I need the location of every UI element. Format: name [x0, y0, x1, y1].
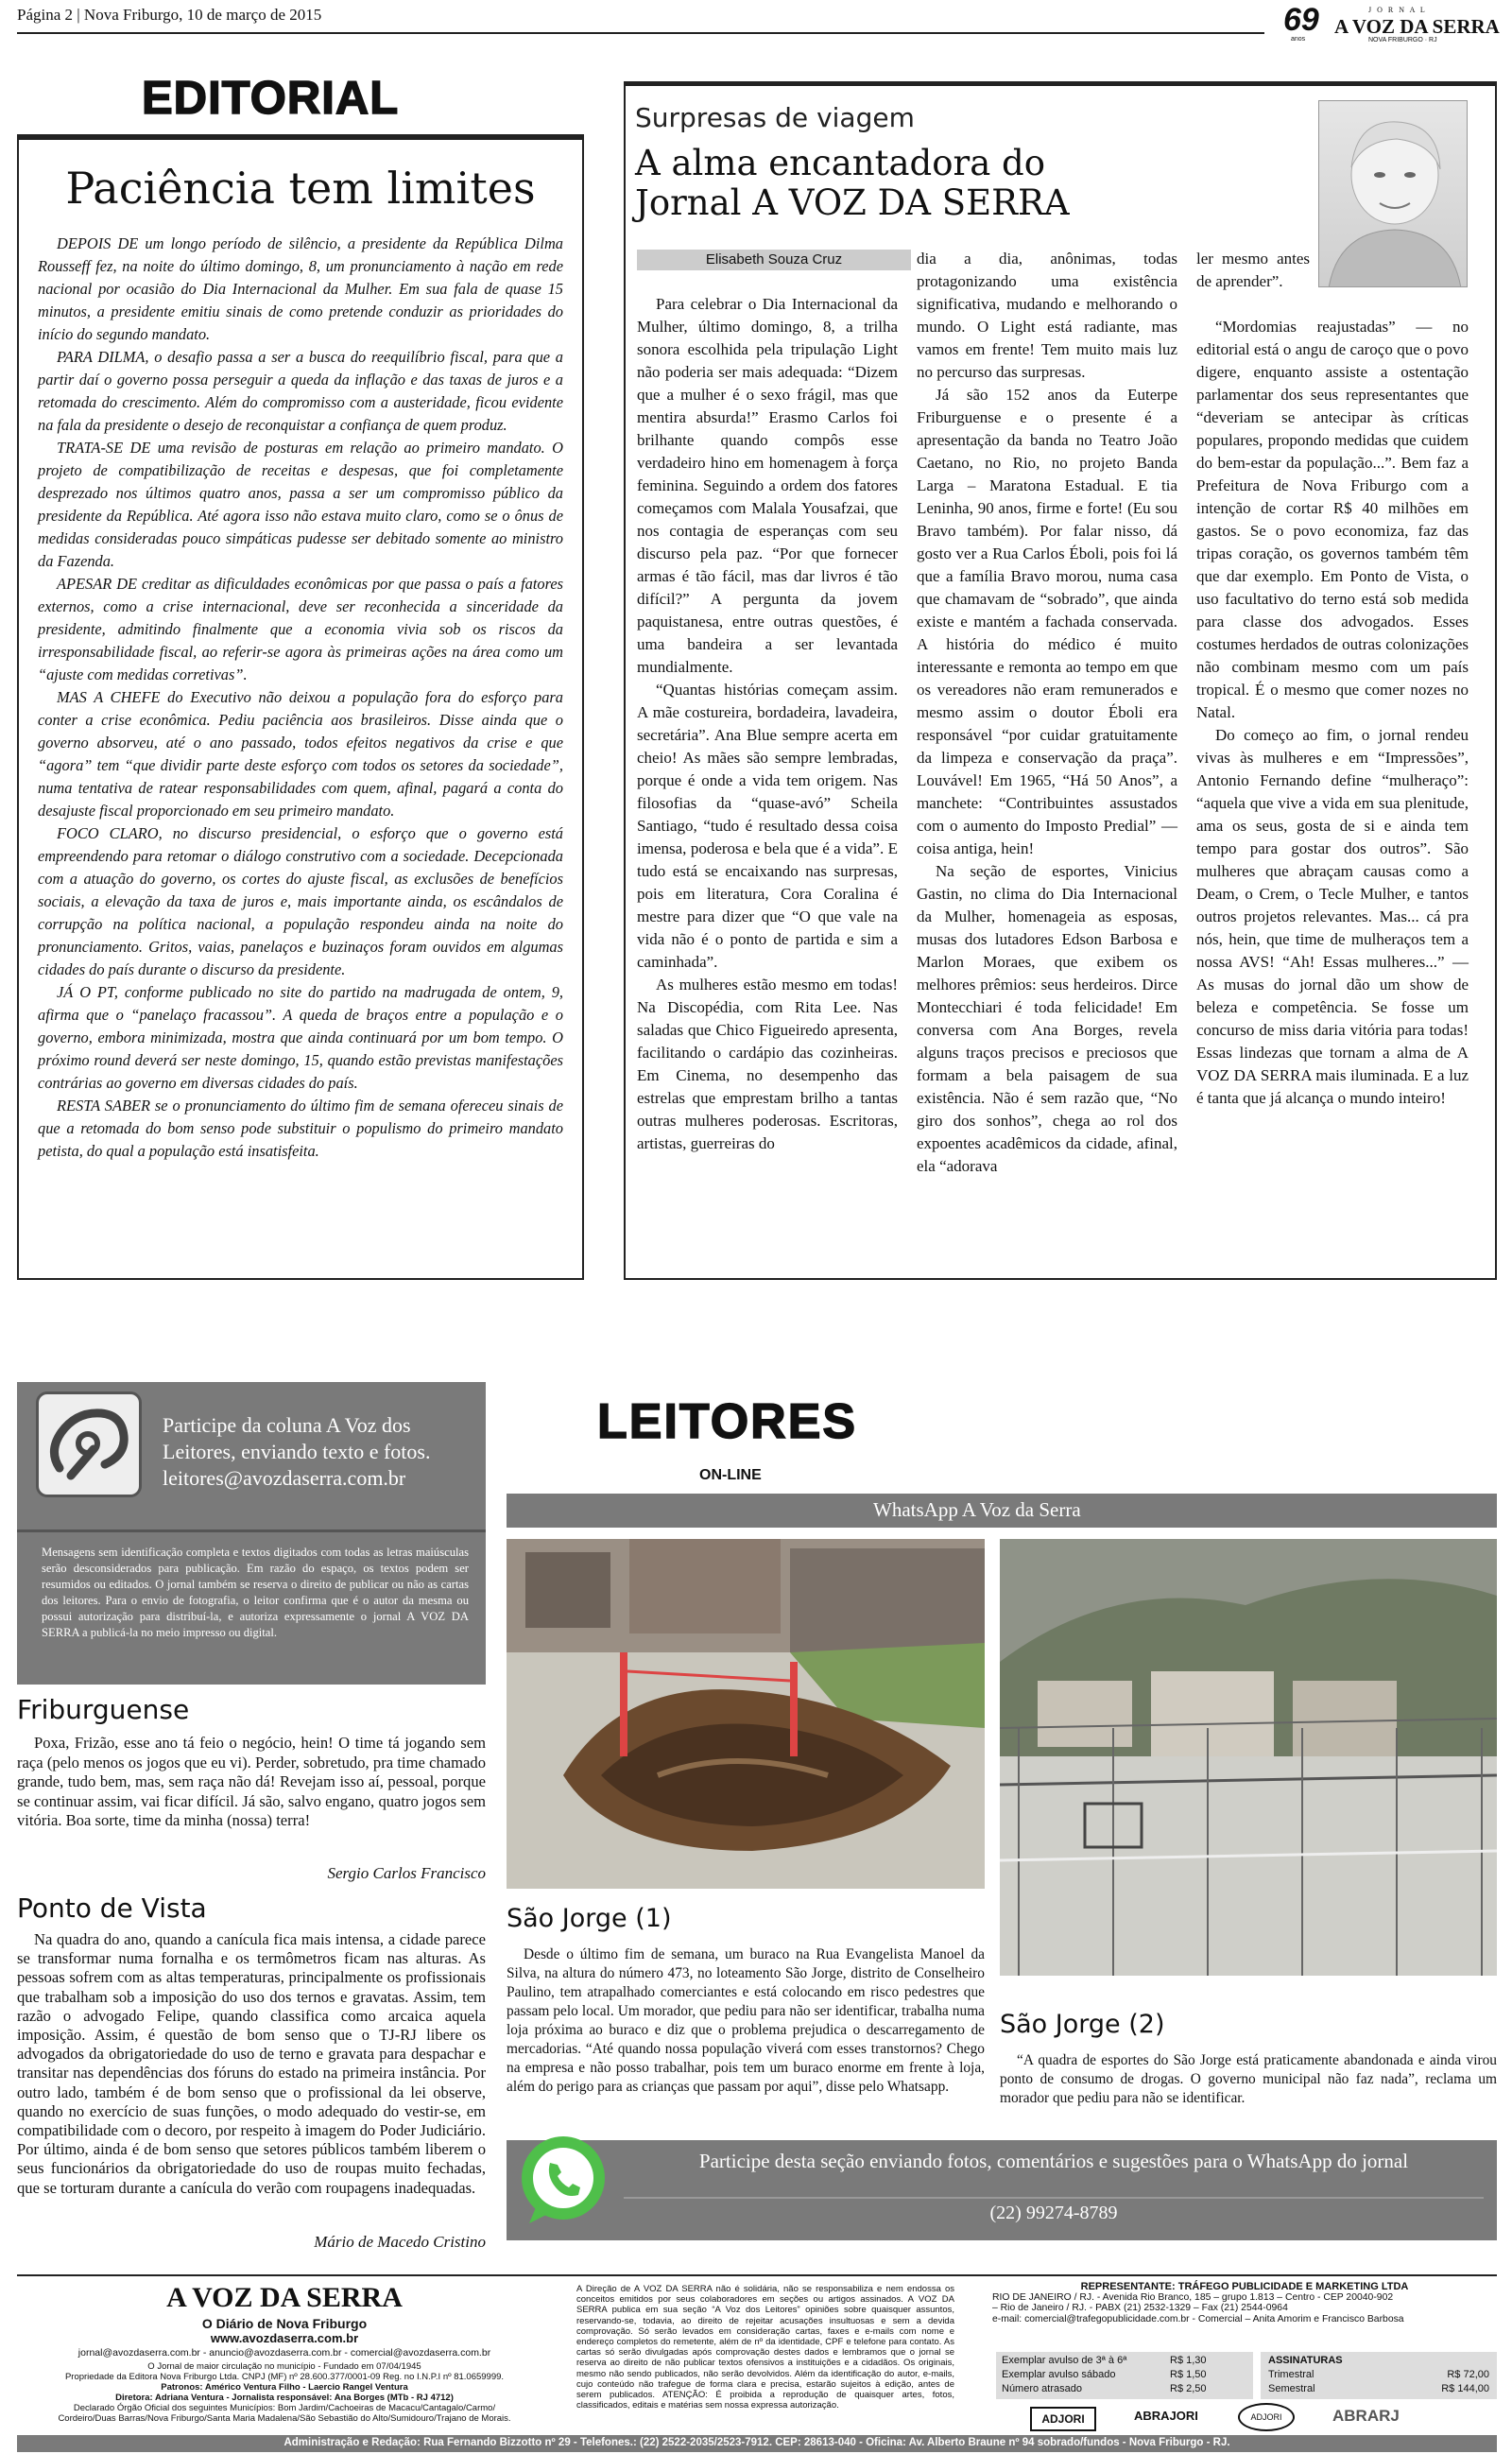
author-byline: Elisabeth Souza Cruz: [637, 250, 911, 270]
footer-tagline: O Diário de Nova Friburgo: [201, 2316, 368, 2331]
letter-text: Poxa, Frizão, esse ano tá feio o negócio, hein! O time tá jogando sem raça (pelo menos os jogos que eu vi). Perder, sobretudo, pra time chamado grande, tudo bem, mas, sem raça não dá! Revejam isso aí, pessoal, porque se continuar assim, vai ficar difícil. Já são, salvo engano, quatro jogos sem vitória. Boa sorte, time da minha (nossa) terra!: [17, 1734, 486, 1829]
photo-sao-jorge-2: [1000, 1539, 1497, 1976]
whatsapp-cta: Participe desta seção enviando fotos, comentários e sugestões para o WhatsApp do jornal: [698, 2150, 1409, 2172]
rep-line: – Rio de Janeiro / RJ. - PABX (21) 2532-1329 – Fax (21) 2544-0964: [992, 2303, 1288, 2314]
column-paragraph: “Mordomias reajustadas” — no editorial está o angu de caroço que o povo digere, enquanto assiste a ostentação parlamentar dos seus representantes que “deveriam se antecipar às críticas populares, propondo medidas que cuidem do bem-estar da população...”. Bem faz a Prefeitura de Nova Friburgo com a intenção de cortar R$ 40 milhões em gastos. Se o povo economiza, faz das tripas coração, os governos também têm que dar exemplo. Em Ponto de Vista, o uso facultativo do terno está sob medida para classe dos advogados. Esses costumes herdados de outras colonizações não combinam mesmo com um país tropical. É o mesmo que comer nozes no Natal.: [1196, 318, 1469, 721]
column-paragraph: dia a dia, anônimas, todas protagonizando uma existência significativa, mudando e melhorando o mundo. O Light está radiante, mas vamos em frente! Tem muito mais luz no percurso das surpresas.: [917, 250, 1177, 381]
subscription-box: [1261, 2352, 1497, 2399]
abrajori-logo: ABRAJORI: [1134, 2409, 1198, 2423]
price-box: [996, 2352, 1253, 2399]
editorial-paragraph: APESAR DE creditar as dificuldades econômicas por que passa o país a fatores externos, como a crise internacional, deve ser reconhecida a sinceridade da presidente, admitindo finalmente que a economia vivia sob os riscos da irresponsabilidade fiscal, ao referir-se agora às primeiras ações na área como um “ajuste com medidas corretivas”.: [38, 575, 563, 683]
footer-line: Diretora: Adriana Ventura - Jornalista responsável: Ana Borges (MTb - RJ 4712): [115, 2393, 454, 2403]
letter-signature: Sergio Carlos Francisco: [327, 1864, 486, 1882]
adjori-logo: ADJORI: [1030, 2407, 1096, 2431]
column-paragraph: As mulheres estão mesmo em todas! Na Discopédia, com Rita Lee. Nas saladas que Chico Figueiredo apresenta, facilitando o cardápio das cozinheiras. Em Cinema, no desempenho das estrelas que emprestam brilho a tantas outras mulheres poderosas. Escritoras, artistas, guerreiras do: [637, 976, 898, 1152]
page-header: [0, 0, 1512, 47]
editorial-paragraph: JÁ O PT, conforme publicado no site do partido na madrugada de ontem, 9, afirma que o “panelaço fracassou”. A queda de braços entre a população e o governo, embora minimizada, mostra que ainda continuará por um bom tempo. O próximo round deverá ser neste domingo, 15, quando estão previstas manifestações contrárias ao governo em diversas cidades do país.: [38, 983, 563, 1092]
sj1-title: São Jorge (1): [507, 1904, 672, 1933]
column-title-line: Jornal A VOZ DA SERRA: [635, 182, 1070, 223]
logo-sub: NOVA FRIBURGO · RJ: [1368, 37, 1437, 43]
leitores-box-divider: [17, 1529, 486, 1532]
subscription-title: ASSINATURAS: [1268, 2355, 1343, 2366]
footer-site: www.avozdaserra.com.br: [210, 2331, 359, 2345]
subscription-row: Trimestral R$ 72,00: [1268, 2369, 1489, 2380]
header-rule: [17, 32, 1264, 34]
adjori-rj-logo: ADJORI: [1238, 2403, 1295, 2431]
footer-line: O Jornal de maior circulação no município - Fundado em 07/04/1945: [147, 2361, 421, 2372]
rep-title: REPRESENTANTE: TRÁFEGO PUBLICIDADE E MARKETING LTDA: [1080, 2281, 1409, 2292]
column-paragraph: “Quantas histórias começam assim. A mãe costureira, bordadeira, lavadeira, secretária”. Ana Blue sempre acerta em cheio! As mães são sempre lembradas, porque é onde a vida tem origem. Nas filosofias da “quase-avó” Scheila Santiago, “tudo é resultado dessa coisa imensa, poderosa e bela que é a vida”. E tudo está se encaixando nas surpresas, pois em literatura, Cora Coralina é mestre para dizer que “O que vale na vida não é o ponto de partida e sim a caminhada”.: [637, 681, 898, 971]
photo-sao-jorge-1: [507, 1539, 985, 1889]
footer-masthead: [17, 2282, 552, 2433]
whatsapp-icon: [510, 2129, 614, 2233]
logo-anos: anos: [1291, 36, 1306, 43]
column-title: [635, 144, 1070, 223]
column-kicker: Surpresas de viagem: [635, 102, 915, 133]
column-col3-top: ler mesmo antes de aprender”.: [1196, 250, 1310, 290]
column-col2: [917, 248, 1177, 1178]
sj2-text: “A quadra de esportes do São Jorge está praticamente abandonada e ainda virou ponto de consumo de drogas. O governo municipal não faz nada”, reclama um morador que pediu para não se identificar.: [1000, 2052, 1497, 2106]
footer-rule: [17, 2274, 1497, 2276]
price-row: Exemplar avulso sábado R$ 1,50: [1002, 2369, 1207, 2380]
whatsapp-bar-label: WhatsApp A Voz da Serra: [873, 1498, 1081, 1521]
logo-jornal: J O R N A L: [1368, 6, 1427, 14]
editorial-section-label: EDITORIAL: [142, 73, 400, 124]
author-photo: [1318, 100, 1468, 287]
author-portrait-icon: [1319, 101, 1468, 287]
footer-line: Declarado Órgão Oficial dos seguintes Municípios: Bom Jardim/Cachoeiras de Macacu/Cantagalo/Carmo/: [73, 2403, 496, 2413]
footer-representative: [992, 2282, 1497, 2324]
footer-disclaimer: A Direção de A VOZ DA SERRA não é solidária, não se responsabiliza e nem endossa os conceitos emitidos por seus colaboradores em seções ou artigos assinados. A VOZ DA SERRA publica em sua seção “A Voz dos Leitores” opiniões sobre quaisquer assuntos, reservando-se, todavia, ao direito de rejeitar acusações insultuosas e sem a devida comprovação. Só serão levados em consideração cartas, faxes e e-mails com nome e endereço completos do remetente, além de nº da identidade, CPF e telefone para contato. As cartas só serão divulgadas após comprovação destes dados e lembramos que o jornal se reserva ao direito de não publicar textos ofensivos a instituições e a cidadãos. Os originais, mesmo não sendo publicados, não serão devolvidos. Além da identificação do autor, e-mails, cujo conteúdo não trafegue de forma clara e precisa, estarão sujeitos à edição, antes de serem publicados. ATENÇÃO: É proibida a reprodução de quaisquer artes, fotos, classificados, editais e matérias sem nossa expressa autorização.: [576, 2284, 954, 2411]
association-logos: [1030, 2403, 1497, 2433]
column-col3: [1196, 316, 1469, 1110]
leitores-title: LEITORES: [597, 1394, 858, 1449]
whatsapp-bar: [507, 1494, 1497, 1528]
column-paragraph: Do começo ao fim, o jornal rendeu vivas às mulheres e em “Impressões”, Antonio Fernando define “mulheraço”: “aquela que vive a vida em sua plenitude, ama os seus, gosta de si e ainda tem tempo para gostar dos outros”. São mulheres que abraçam causas como a Deam, o Crem, o Tecle Mulher, e tantos outros projetos relevantes. Mas... cá pra nós, hein, que time de mulheraços tem a nossa AVS! “Ah! Essas mulheres...” — As musas do jornal dão um show de beleza e competência. Se fosse um concurso de miss daria vitória para todas! Essas lindezas que tornam a alma de A VOZ DA SERRA mais iluminada. E a luz é tanta que já alcança o mundo inteiro!: [1196, 726, 1469, 1107]
mail-icon: [36, 1391, 142, 1497]
subscription-row: Semestral R$ 144,00: [1268, 2383, 1489, 2394]
letter-text: Na quadra do ano, quando a canícula fica mais intensa, a cidade parece se transformar numa fornalha e os termômetros ficam nas alturas. As pessoas sofrem com as altas temperaturas, principalmente os profissionais que trabalham sob a imposição do uso dos ternos e gravatas. Assim, tem razão o advogado Felipe, quando classifica como arcaica aquela imposição. Assim, é questão de bom senso que o TJ-RJ libere os advogados da obrigatoriedade do uso de terno e gravata para despachar e transitar nas dependências dos fóruns do estado na primeira instância. Por outro lado, também é de bom senso que o profissional da lei observe, quando no exercício de suas funções, o modo adequado do vestir-se, em compatibilidade com o decoro, por respeito à imagem do Poder Judiciário. Por último, ainda é de bom senso que setores públicos também liberem o seus funcionários da obrigatoriedade do uso de roupas muito fechadas, que se torturam durante a canícula do verão com roupagens inadequadas.: [17, 1930, 486, 2197]
abrarj-logo: ABRARJ: [1332, 2407, 1400, 2425]
editorial-paragraph: DEPOIS DE um longo período de silêncio, a presidente da República Dilma Rousseff fez, na noite do último domingo, 8, um pronunciamento à nação em rede nacional por ocasião do Dia Internacional da Mulher. Em sua fala de quase 15 minutos, a presidente emitiu sinais de como pretende conduzir as prioridades do início do segundo mandato.: [38, 234, 563, 343]
sj2-title: São Jorge (2): [1000, 2010, 1165, 2039]
footer-line: Propriedade da Editora Nova Friburgo Ltda. CNPJ (MF) nº 28.600.377/0001-09 Reg. no I.N.P.I nº 81.0659999.: [64, 2372, 505, 2382]
leitores-subtitle: ON-LINE: [699, 1467, 762, 1483]
editorial-paragraph: RESTA SABER se o pronunciamento do último fim de semana ofereceu sinais de que a retomada do bom senso pode substituir o populismo do primeiro mandato petista, do qual a população está insatisfeita.: [38, 1097, 563, 1160]
rep-line: e-mail: comercial@trafegopublicidade.com.br - Comercial – Anita Amorim e Francisco Barbosa: [992, 2313, 1404, 2324]
footer-name: A VOZ DA SERRA: [166, 2282, 403, 2313]
editorial-body: [38, 233, 563, 1163]
footer-line: Patronos: Américo Ventura Filho - Laercio Rangel Ventura: [161, 2382, 408, 2393]
editorial-paragraph: TRATA-SE DE uma revisão de posturas em relação ao primeiro mandato. O projeto de compatibilização de receitas e despesas, que foi completamente desprezado nos últimos quatro anos, passa a ser um compromisso público da presidente da República. Até agora isso não estava muito claro, como se o ônus de medidas consideradas pouco simpáticas pudesse ser debitado somente ao ministro da Fazenda.: [38, 439, 563, 570]
column-title-line: A alma encantadora do: [635, 143, 1045, 183]
price-row: Exemplar avulso de 3ª à 6ª R$ 1,30: [1002, 2355, 1207, 2366]
masthead-logo: [1283, 2, 1501, 47]
column-paragraph: Na seção de esportes, Vinicius Gastin, no clima do Dia Internacional da Mulher, homenageia as esposas, musas dos lutadores Edson Barbosa e Marlon Moraes, que exibem os melhores prêmios: seus herdeiros. Dirce Montecchiari é toda felicidade! Em conversa com Ana Borges, revela alguns traços precisos e preciosos que formam a bela paisagem de sua existência. Não é sem razão que, “No giro dos sonhos”, chega ao rol dos expoentes acadêmicos da cidade, afinal, ela “adorava: [917, 862, 1177, 1175]
column-paragraph: Para celebrar o Dia Internacional da Mulher, último domingo, 8, a trilha sonora escolhida pela tripulação Light não poderia ser mais adequada: “Dizem que a mulher é o sexo frágil, mas que mentira absurda!” Erasmo Carlos foi brilhante quando compôs esse verdadeiro hino em homenagem à força feminina. Seguindo a ordem dos fatores começamos com Malala Yousafzai, que nos contagia de esperanças com seu discurso pela paz. “Por que fornecer armas é tão fácil, mas dar livros é tão difícil?” A pergunta da jovem paquistanesa, entre outras questões, é uma bandeira a ser levantada mundialmente.: [637, 295, 898, 676]
page-info: Página 2 | Nova Friburgo, 10 de março de 2015: [17, 6, 322, 24]
column-col1: [637, 293, 898, 1155]
logo-name: A VOZ DA SERRA: [1334, 15, 1500, 38]
price-row: Número atrasado R$ 2,50: [1002, 2383, 1207, 2394]
letter-title: Friburguense: [17, 1694, 190, 1725]
editorial-paragraph: MAS A CHEFE do Executivo não deixou a população fora do esforço para conter a crise econômica. Pediu paciência aos brasileiros. Disse ainda que o governo absorveu, até o ano passado, todos efeitos negativos da crise e que “agora” tem “que dividir parte deste esforço com todos os setores da sociedade”, numa tentativa de ratear responsabilidades com quem, afinal, pagará a conta do desajuste fiscal proporcionado em seu primeiro mandato.: [38, 688, 563, 820]
column-paragraph: Já são 152 anos da Euterpe Friburguense e o presente é a apresentação da banda no Teatro João Caetano, no Rio, no projeto Banda Larga – Maratona Estadual. E tia Leninha, 90 anos, firme e forte! (Eu sou Bravo também). Por falar nisso, dá gosto ver a Rua Carlos Éboli, pois foi lá que a família Bravo morou, numa casa que chamavam de “sobrado”, que ainda existe e mantém a fachada conservada. A história do médico é muito interessante e remonta ao tempo em que os vereadores não eram remunerados e mesmo assim o doutor Éboli era responsável “por cuidar gratuitamente da limpeza e conservação da praça”. Louvável! Em 1965, “Há 50 Anos”, a manchete: “Contribuintes assustados com o aumento do Imposto Predial” — coisa antiga, hein!: [917, 386, 1177, 857]
letter-title: Ponto de Vista: [17, 1892, 207, 1924]
footer-address: Administração e Redação: Rua Fernando Bizzotto nº 29 - Telefones.: (22) 2522-2035/2523-7912. CEP: 28613-040 - Oficina: Av. Alberto Braune nº 94 sobrado/fundos - Nova Friburgo - RJ.: [284, 2437, 1230, 2448]
logo-number: 69: [1283, 2, 1319, 38]
sj1-text: Desde o último fim de semana, um buraco na Rua Evangelista Manoel da Silva, na altura do número 473, no loteamento São Jorge, distrito de Conselheiro Paulino, tem atrapalhado comerciantes e está colocando em risco pedestres que passam pelo local. Um morador, que pediu para não ser identificar, trabalha numa loja próxima ao buraco e diz que o problema prejudica o descarregamento de mercadorias. “Até quando nossa população viverá com esses transtornos? Chego na empresa e não posso trabalhar, pois tem um buraco enorme em frente à loja, além do perigo para as crianças que passam por aqui”, disse pelo Whatsapp.: [507, 1946, 985, 2095]
editorial-paragraph: PARA DILMA, o desafio passa a ser a busca do reequilíbrio fiscal, para que a partir daí o governo possa perseguir a queda da inflação e das taxas de juros e a retomada do crescimento. Além do compromisso com a austeridade, ficou evidente na fala da presidente o desejo de reconquistar a confiança de quem produz.: [38, 348, 563, 434]
leitores-invite: Participe da coluna A Voz dos Leitores, enviando texto e fotos. leitores@avozdaserra.com.br: [163, 1413, 431, 1490]
editorial-paragraph: FOCO CLARO, no discurso presidencial, o esforço que o governo está empreendendo para retomar o diálogo construtivo com a sociedade. Decepcionada com a atuação do governo, os cortes do ajuste fiscal, as exclusões de benefícios sociais, a elevação da taxa de juros e, mais importante ainda, os escândalos de corrupção na política nacional, a população respondeu ainda na noite do pronunciamento. Gritos, vaias, panelaços e buzinaços foram ouvidos em algumas cidades do país durante o discurso da presidente.: [38, 824, 563, 978]
footer-emails: jornal@avozdaserra.com.br - anuncio@avozdaserra.com.br - comercial@avozdaserra.com.br: [77, 2347, 491, 2359]
footer-address-bar: [17, 2435, 1497, 2452]
whatsapp-number: (22) 99274-8789: [989, 2203, 1118, 2223]
letter-signature: Mário de Macedo Cristino: [314, 2233, 486, 2251]
footer-line: Cordeiro/Duas Barras/Nova Friburgo/Santa Maria Madalena/São Sebastião do Alto/Sumidouro/Trajano de Morais.: [58, 2413, 511, 2424]
whatsapp-number-strip: [624, 2197, 1484, 2199]
editorial-title: Paciência tem limites: [65, 163, 536, 214]
leitores-notice: Mensagens sem identificação completa e textos digitados com todas as letras maiúsculas serão desconsiderados para publicação. Em razão do espaço, os textos podem ser resumidos ou editados. O jornal também se reserva o direito de publicar ou não as cartas dos leitores. Para o envio de fotografia, o leitor confirma que é o autor da mesma ou possui autorização para distribuí-la, e autoriza expressamente o jornal A VOZ DA SERRA a publicá-la no meio impresso ou digital.: [42, 1546, 469, 1639]
rep-line: RIO DE JANEIRO / RJ. - Avenida Rio Branco, 185 – grupo 1.813 – Centro - CEP 20040-902: [992, 2292, 1394, 2304]
